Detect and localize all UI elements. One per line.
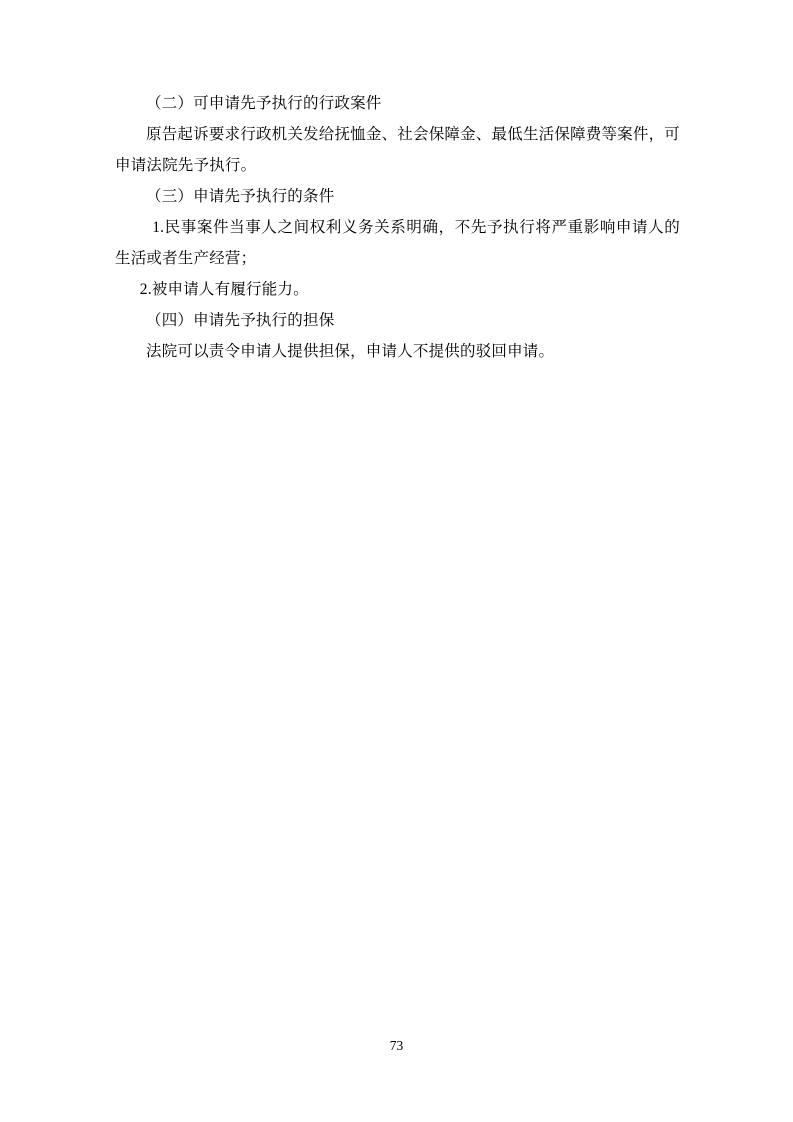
paragraph-item-2: 2.被申请人有履行能力。: [139, 281, 309, 298]
document-body: [115, 88, 680, 367]
page-number: 73: [389, 1038, 404, 1053]
paragraph-body-si: 法院可以责令申请人提供担保，申请人不提供的驳回申请。: [146, 343, 555, 360]
paragraph-heading-si: （四）申请先予执行的担保: [146, 312, 335, 329]
paragraph-heading-san: （三）申请先予执行的条件: [146, 188, 335, 205]
paragraph-body-er: 原告起诉要求行政机关发给抚恤金、社会保障金、最低生活保障费等案件，可申请法院先予执行。: [115, 126, 680, 174]
paragraph-item-1: 1.民事案件当事人之间权利义务关系明确，不先予执行将严重影响申请人的生活或者生产经营；: [115, 219, 680, 267]
paragraph-heading-er: （二）可申请先予执行的行政案件: [146, 95, 382, 112]
